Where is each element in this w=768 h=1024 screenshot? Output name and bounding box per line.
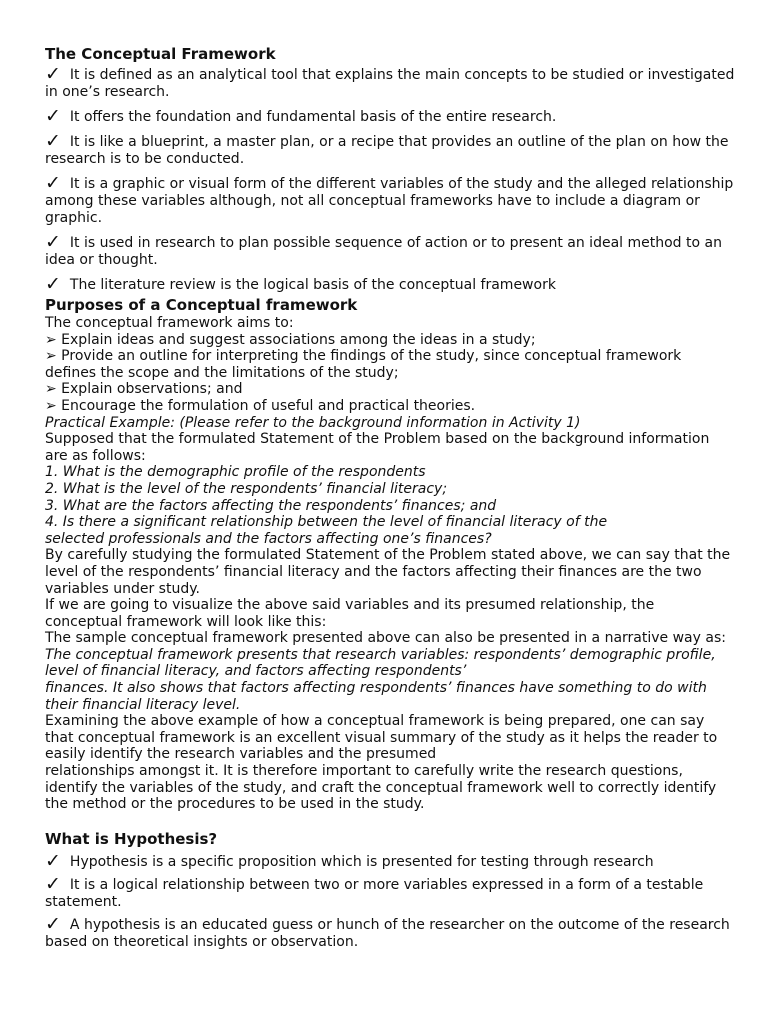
hypothesis-check-item (45, 872, 735, 911)
narrative-paragraph: The conceptual framework presents that research variables: respondents’ demographic profile, level of financial literacy, and factors affecting respondents’ (45, 646, 716, 680)
framework-heading: The Conceptual Framework (45, 45, 276, 63)
framework-check-item (45, 172, 735, 227)
purpose-bullet: ➢ Explain ideas and suggest associations among the ideas in a study; (45, 331, 536, 348)
sample-paragraph: The sample conceptual framework presented above can also be presented in a narrative way as: (45, 630, 726, 647)
hypothesis-check-item (45, 912, 735, 951)
purpose-bullet: ➢ Encourage the formulation of useful and practical theories. (45, 397, 476, 414)
checkmark-icon: ✓ (45, 172, 61, 194)
checkmark-icon: ✓ (45, 849, 61, 872)
checkmark-icon: ✓ (45, 105, 61, 127)
framework-check-item (45, 273, 735, 295)
problem-question: selected professionals and the factors affecting one’s finances? (45, 530, 492, 547)
hypothesis-check-item (45, 849, 735, 872)
framework-check-item (45, 105, 735, 127)
purposes-intro: The conceptual framework aims to: (45, 315, 294, 331)
problem-question: 4. Is there a significant relationship between the level of financial literacy of the (45, 514, 608, 531)
framework-check-text: It is a graphic or visual form of the different variables of the study and the alleged relationship among these variables although, not all conceptual frameworks have to include a diagram or graphic. (45, 176, 734, 226)
examining-paragraph: Examining the above example of how a conceptual framework is being prepared, one can say that conceptual framework is an excellent visual summary of the study as it helps the reader to easily identify the research variables and the presumed (45, 713, 718, 763)
practical-example-label: Practical Example: (Please refer to the background information in Activity 1) (45, 414, 581, 431)
framework-check-text: It is like a blueprint, a master plan, or a recipe that provides an outline of the plan on how the research is to be conducted. (45, 134, 729, 167)
supposed-paragraph: Supposed that the formulated Statement of the Problem based on the background information are as follows: (45, 431, 710, 464)
checkmark-icon: ✓ (45, 912, 61, 935)
visualize-paragraph: If we are going to visualize the above said variables and its presumed relationship, the conceptual framework will look like this: (45, 597, 655, 630)
purpose-bullet: ➢ Provide an outline for interpreting the findings of the study, since conceptual framework defines the scope and the limitations of the study; (45, 348, 682, 381)
document-page (45, 44, 735, 951)
framework-check-item (45, 63, 735, 101)
framework-check-text: It offers the foundation and fundamental basis of the entire research. (69, 109, 557, 125)
framework-check-text: It is used in research to plan possible sequence of action or to present an ideal method to an idea or thought. (45, 235, 722, 268)
checkmark-icon: ✓ (45, 130, 61, 152)
purpose-bullet: ➢ Explain observations; and (45, 381, 243, 398)
checkmark-icon: ✓ (45, 872, 61, 895)
problem-question: 2. What is the level of the respondents’ financial literacy; (45, 480, 448, 497)
studying-paragraph: By carefully studying the formulated Statement of the Problem stated above, we can say that the level of the respondents’ financial literacy and the factors affecting their finances are the two variables under study. (45, 547, 731, 597)
framework-check-text: It is defined as an analytical tool that explains the main concepts to be studied or investigated in one’s research. (45, 67, 735, 100)
problem-question: 3. What are the factors affecting the respondents’ finances; and (45, 497, 497, 514)
examining-paragraph: relationships amongst it. It is therefore important to carefully write the research questions, identify the variables of the study, and craft the conceptual framework well to correctly identify the method or the procedures to be used in the study. (45, 763, 717, 813)
hypothesis-check-text: It is a logical relationship between two or more variables expressed in a form of a testable statement. (45, 876, 704, 910)
problem-question: 1. What is the demographic profile of the respondents (45, 464, 426, 481)
checkmark-icon: ✓ (45, 273, 61, 295)
framework-check-text: The literature review is the logical basis of the conceptual framework (69, 277, 556, 293)
hypothesis-check-text: Hypothesis is a specific proposition which is presented for testing through research (69, 853, 654, 870)
framework-check-item (45, 231, 735, 269)
checkmark-icon: ✓ (45, 63, 61, 85)
narrative-paragraph: finances. It also shows that factors affecting respondents’ finances have something to do with their financial literacy level. (45, 680, 707, 713)
hypothesis-heading: What is Hypothesis? (45, 829, 218, 848)
framework-check-item (45, 130, 735, 168)
checkmark-icon: ✓ (45, 231, 61, 253)
hypothesis-check-text: A hypothesis is an educated guess or hunch of the researcher on the outcome of the research based on theoretical insights or observation. (45, 916, 730, 950)
purposes-heading: Purposes of a Conceptual framework (45, 296, 358, 314)
